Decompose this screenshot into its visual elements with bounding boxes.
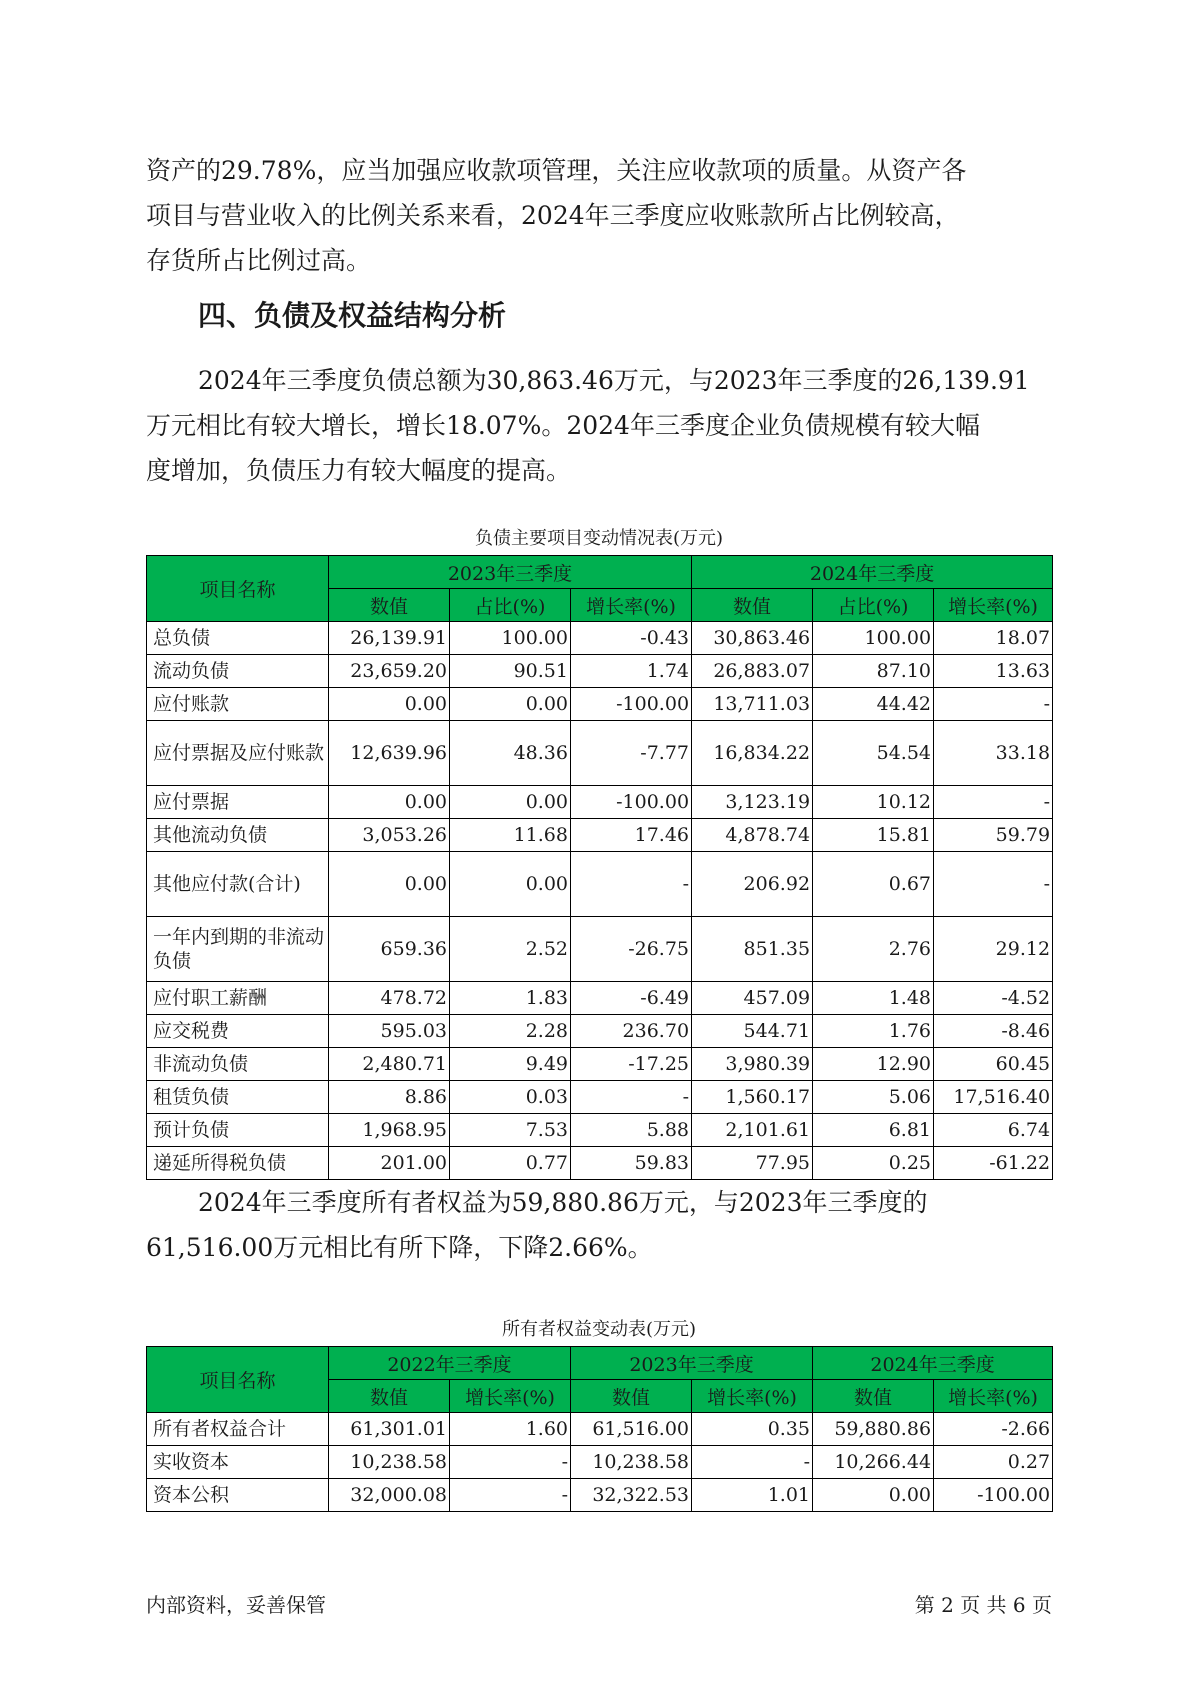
value-cell: 0.27 — [934, 1446, 1053, 1479]
value-cell: 1,560.17 — [692, 1081, 813, 1114]
row-name-cell: 应交税费 — [147, 1015, 329, 1048]
table-row — [147, 982, 1053, 1015]
value-cell: 100.00 — [813, 622, 934, 655]
value-cell: 10,238.58 — [329, 1446, 450, 1479]
group-header: 2023年三季度 — [571, 1347, 813, 1380]
row-name-cell: 资本公积 — [147, 1479, 329, 1512]
table-row — [147, 1479, 1053, 1512]
text-line: 存货所占比例过高。 — [146, 246, 372, 275]
value-cell: 11.68 — [450, 819, 571, 852]
value-cell: -8.46 — [934, 1015, 1053, 1048]
table-row — [147, 1015, 1053, 1048]
value-cell: 236.70 — [571, 1015, 692, 1048]
liabilities-table — [146, 555, 1053, 1180]
value-cell: 87.10 — [813, 655, 934, 688]
row-name-cell: 流动负债 — [147, 655, 329, 688]
paragraph-asset-summary — [146, 148, 1066, 283]
value-cell: 60.45 — [934, 1048, 1053, 1081]
value-cell: 0.35 — [692, 1413, 813, 1446]
value-cell: 33.18 — [934, 721, 1053, 786]
value-cell: 10.12 — [813, 786, 934, 819]
column-header-name: 项目名称 — [147, 1347, 329, 1413]
page-number: 第 2 页 共 6 页 — [914, 1593, 1052, 1617]
value-cell: 1,968.95 — [329, 1114, 450, 1147]
column-header: 占比(%) — [450, 589, 571, 622]
value-cell: 17.46 — [571, 819, 692, 852]
value-cell: 12,639.96 — [329, 721, 450, 786]
value-cell: -100.00 — [571, 786, 692, 819]
column-header: 增长率(%) — [934, 589, 1053, 622]
value-cell: 457.09 — [692, 982, 813, 1015]
text-line: 61,516.00万元相比有所下降，下降2.66%。 — [146, 1233, 653, 1262]
paragraph-liability-summary — [146, 358, 1066, 493]
table-row — [147, 917, 1053, 982]
value-cell: 16,834.22 — [692, 721, 813, 786]
group-header: 2024年三季度 — [692, 556, 1053, 589]
value-cell: -26.75 — [571, 917, 692, 982]
value-cell: 544.71 — [692, 1015, 813, 1048]
value-cell: -7.77 — [571, 721, 692, 786]
value-cell: 0.00 — [450, 786, 571, 819]
value-cell: 10,266.44 — [813, 1446, 934, 1479]
row-name-cell: 应付票据及应付账款 — [147, 721, 329, 786]
value-cell: 77.95 — [692, 1147, 813, 1180]
value-cell: 32,000.08 — [329, 1479, 450, 1512]
value-cell: 0.25 — [813, 1147, 934, 1180]
value-cell: 13,711.03 — [692, 688, 813, 721]
text-line: 资产的29.78%，应当加强应收款项管理，关注应收款项的质量。从资产各 — [146, 156, 967, 185]
value-cell: 1.60 — [450, 1413, 571, 1446]
section-heading: 四、负债及权益结构分析 — [198, 299, 507, 332]
value-cell: -17.25 — [571, 1048, 692, 1081]
value-cell: 100.00 — [450, 622, 571, 655]
value-cell: 17,516.40 — [934, 1081, 1053, 1114]
table-row — [147, 1081, 1053, 1114]
table-row — [147, 655, 1053, 688]
row-name-cell: 一年内到期的非流动负债 — [147, 917, 329, 982]
value-cell: 206.92 — [692, 852, 813, 917]
value-cell: 61,301.01 — [329, 1413, 450, 1446]
value-cell: -0.43 — [571, 622, 692, 655]
row-name-cell: 预计负债 — [147, 1114, 329, 1147]
value-cell: 1.01 — [692, 1479, 813, 1512]
value-cell: 1.74 — [571, 655, 692, 688]
value-cell: 61,516.00 — [571, 1413, 692, 1446]
value-cell: 851.35 — [692, 917, 813, 982]
table-row — [147, 1147, 1053, 1180]
value-cell: - — [934, 786, 1053, 819]
group-header: 2022年三季度 — [329, 1347, 571, 1380]
column-header: 增长率(%) — [934, 1380, 1053, 1413]
row-name-cell: 其他应付款(合计) — [147, 852, 329, 917]
row-name-cell: 应付职工薪酬 — [147, 982, 329, 1015]
value-cell: -61.22 — [934, 1147, 1053, 1180]
value-cell: 4,878.74 — [692, 819, 813, 852]
row-name-cell: 递延所得税负债 — [147, 1147, 329, 1180]
text-line: 2024年三季度所有者权益为59,880.86万元，与2023年三季度的 — [198, 1188, 928, 1217]
value-cell: 2.28 — [450, 1015, 571, 1048]
value-cell: 0.03 — [450, 1081, 571, 1114]
text-line: 项目与营业收入的比例关系来看，2024年三季度应收账款所占比例较高， — [146, 201, 960, 230]
value-cell: 0.00 — [450, 852, 571, 917]
value-cell: 8.86 — [329, 1081, 450, 1114]
table-row — [147, 1114, 1053, 1147]
table-row — [147, 721, 1053, 786]
column-header: 增长率(%) — [692, 1380, 813, 1413]
value-cell: 0.00 — [813, 1479, 934, 1512]
value-cell: 26,883.07 — [692, 655, 813, 688]
row-name-cell: 应付票据 — [147, 786, 329, 819]
value-cell: -100.00 — [571, 688, 692, 721]
row-name-cell: 所有者权益合计 — [147, 1413, 329, 1446]
value-cell: 0.67 — [813, 852, 934, 917]
value-cell: 0.00 — [329, 688, 450, 721]
value-cell: - — [934, 852, 1053, 917]
value-cell: 2,101.61 — [692, 1114, 813, 1147]
value-cell: 1.76 — [813, 1015, 934, 1048]
value-cell: 6.81 — [813, 1114, 934, 1147]
value-cell: 30,863.46 — [692, 622, 813, 655]
column-header: 增长率(%) — [571, 589, 692, 622]
text-line: 度增加，负债压力有较大幅度的提高。 — [146, 456, 572, 485]
value-cell: 59.79 — [934, 819, 1053, 852]
value-cell: 18.07 — [934, 622, 1053, 655]
table-row — [147, 1413, 1053, 1446]
text-line: 2024年三季度负债总额为30,863.46万元，与2023年三季度的26,139.91 — [198, 366, 1030, 395]
value-cell: 3,123.19 — [692, 786, 813, 819]
value-cell: 26,139.91 — [329, 622, 450, 655]
value-cell: 54.54 — [813, 721, 934, 786]
group-header: 2024年三季度 — [813, 1347, 1053, 1380]
value-cell: 90.51 — [450, 655, 571, 688]
table-row — [147, 622, 1053, 655]
value-cell: - — [692, 1446, 813, 1479]
column-header: 数值 — [329, 1380, 450, 1413]
row-name-cell: 租赁负债 — [147, 1081, 329, 1114]
value-cell: 2,480.71 — [329, 1048, 450, 1081]
value-cell: 595.03 — [329, 1015, 450, 1048]
value-cell: 9.49 — [450, 1048, 571, 1081]
value-cell: 3,053.26 — [329, 819, 450, 852]
value-cell: -2.66 — [934, 1413, 1053, 1446]
column-header: 数值 — [329, 589, 450, 622]
value-cell: 2.52 — [450, 917, 571, 982]
footer-note: 内部资料，妥善保管 — [146, 1593, 326, 1617]
value-cell: 3,980.39 — [692, 1048, 813, 1081]
value-cell: 1.48 — [813, 982, 934, 1015]
value-cell: 13.63 — [934, 655, 1053, 688]
value-cell: - — [934, 688, 1053, 721]
value-cell: 59,880.86 — [813, 1413, 934, 1446]
value-cell: 0.00 — [329, 786, 450, 819]
value-cell: 1.83 — [450, 982, 571, 1015]
value-cell: 29.12 — [934, 917, 1053, 982]
value-cell: 478.72 — [329, 982, 450, 1015]
table-row — [147, 1446, 1053, 1479]
table-row — [147, 1048, 1053, 1081]
value-cell: - — [450, 1446, 571, 1479]
value-cell: -4.52 — [934, 982, 1053, 1015]
equity-table — [146, 1346, 1053, 1512]
row-name-cell: 实收资本 — [147, 1446, 329, 1479]
table-caption-liabilities: 负债主要项目变动情况表(万元) — [474, 528, 724, 549]
value-cell: - — [571, 852, 692, 917]
value-cell: 44.42 — [813, 688, 934, 721]
value-cell: 32,322.53 — [571, 1479, 692, 1512]
value-cell: 0.77 — [450, 1147, 571, 1180]
table-row — [147, 819, 1053, 852]
value-cell: 6.74 — [934, 1114, 1053, 1147]
value-cell: 201.00 — [329, 1147, 450, 1180]
value-cell: 7.53 — [450, 1114, 571, 1147]
table-caption-equity: 所有者权益变动表(万元) — [501, 1319, 697, 1340]
group-header: 2023年三季度 — [329, 556, 692, 589]
text-line: 万元相比有较大增长，增长18.07%。2024年三季度企业负债规模有较大幅 — [146, 411, 980, 440]
column-header: 占比(%) — [813, 589, 934, 622]
value-cell: 659.36 — [329, 917, 450, 982]
value-cell: 0.00 — [450, 688, 571, 721]
value-cell: 23,659.20 — [329, 655, 450, 688]
value-cell: 5.06 — [813, 1081, 934, 1114]
table-row — [147, 688, 1053, 721]
value-cell: 59.83 — [571, 1147, 692, 1180]
value-cell: 5.88 — [571, 1114, 692, 1147]
value-cell: 48.36 — [450, 721, 571, 786]
value-cell: 12.90 — [813, 1048, 934, 1081]
table-row — [147, 786, 1053, 819]
column-header: 增长率(%) — [450, 1380, 571, 1413]
value-cell: - — [571, 1081, 692, 1114]
column-header: 数值 — [571, 1380, 692, 1413]
table-row — [147, 852, 1053, 917]
value-cell: 10,238.58 — [571, 1446, 692, 1479]
value-cell: 2.76 — [813, 917, 934, 982]
column-header: 数值 — [813, 1380, 934, 1413]
value-cell: - — [450, 1479, 571, 1512]
row-name-cell: 非流动负债 — [147, 1048, 329, 1081]
value-cell: 0.00 — [329, 852, 450, 917]
row-name-cell: 应付账款 — [147, 688, 329, 721]
value-cell: 15.81 — [813, 819, 934, 852]
value-cell: -100.00 — [934, 1479, 1053, 1512]
row-name-cell: 其他流动负债 — [147, 819, 329, 852]
paragraph-equity-summary — [146, 1180, 1066, 1270]
row-name-cell: 总负债 — [147, 622, 329, 655]
column-header: 数值 — [692, 589, 813, 622]
column-header-name: 项目名称 — [147, 556, 329, 622]
value-cell: -6.49 — [571, 982, 692, 1015]
